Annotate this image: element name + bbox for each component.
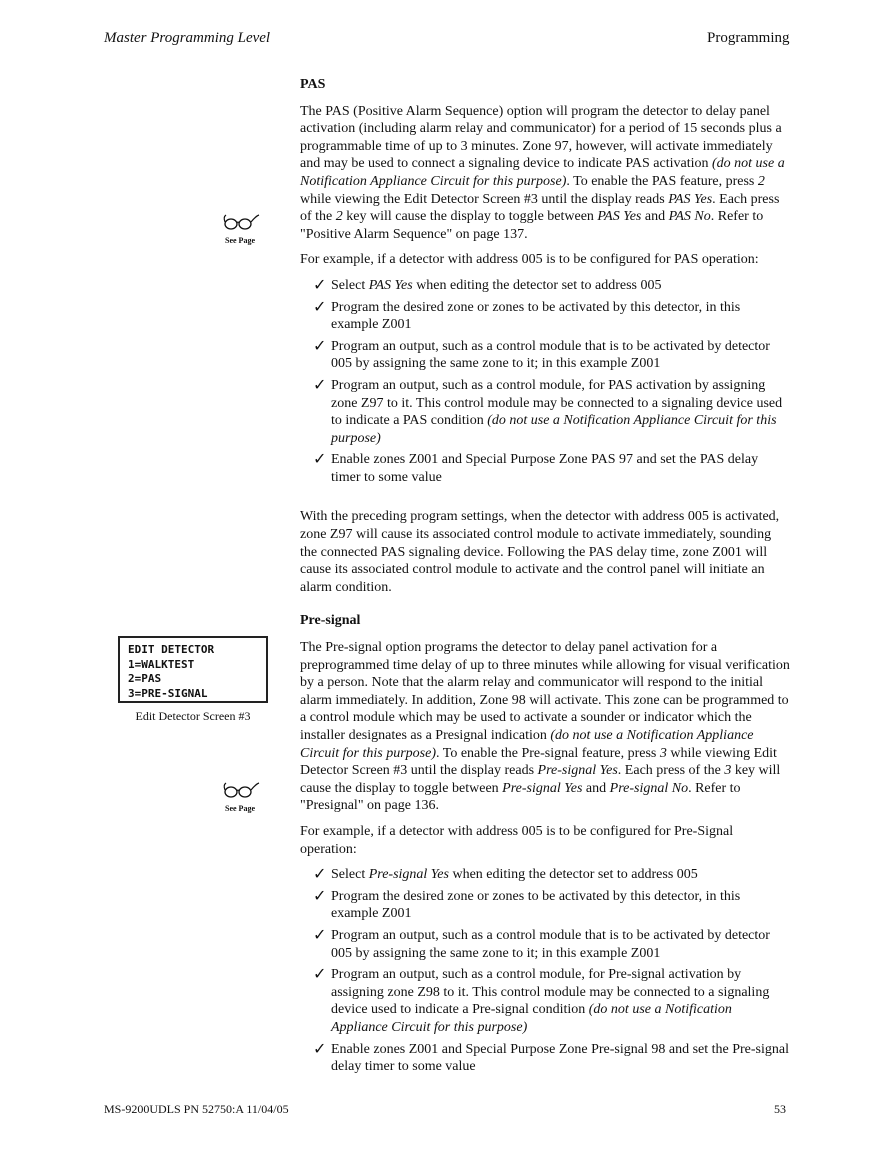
checkmark-icon: ✓ bbox=[313, 1038, 327, 1058]
step-text: Enable zones Z001 and Special Purpose Zone PAS 97 and set the PAS delay timer to some value bbox=[331, 452, 759, 485]
pas-steps-list bbox=[300, 274, 790, 487]
page-number: 53 bbox=[774, 1102, 786, 1116]
step-text: Program an output, such as a control module, for PAS activation by assigning zone Z97 to it. This control module may be connected to a signaling device used to indicate a PAS condition (do not use a Notification Appliance Circuit for this purpose) bbox=[331, 377, 783, 446]
list-item bbox=[300, 885, 790, 923]
step-text: Program the desired zone or zones to be activated by this detector, in this example Z001 bbox=[331, 299, 741, 333]
list-item bbox=[300, 966, 790, 1036]
see-page-label: See Page bbox=[225, 804, 255, 813]
pas-example-paragraph: For example, if a detector with address 005 is to be configured for PAS operation: bbox=[300, 252, 759, 268]
presignal-steps-list bbox=[300, 866, 790, 1076]
list-item bbox=[300, 296, 790, 334]
step-text: Program an output, such as a control module, for Pre-signal activation by assigning zone Z98 to it. This control module may be connected to a signaling device used to indicate a Pre-signal condition (do not use a Notification Appliance Circuit for this purpose) bbox=[331, 967, 770, 1035]
checkmark-icon: ✓ bbox=[313, 885, 327, 905]
checkmark-icon: ✓ bbox=[313, 296, 327, 316]
checkmark-icon: ✓ bbox=[313, 335, 327, 355]
list-item bbox=[300, 1038, 790, 1076]
lcd-line: 2=PAS bbox=[128, 672, 162, 685]
lcd-figure-caption: Edit Detector Screen #3 bbox=[135, 709, 251, 723]
section-heading-presignal: Pre-signal bbox=[300, 613, 361, 629]
checkmark-icon: ✓ bbox=[313, 864, 327, 884]
eyeglasses-icon bbox=[220, 781, 260, 801]
lcd-line: 1=WALKTEST bbox=[128, 657, 195, 671]
presignal-example-paragraph: For example, if a detector with address 005 is to be configured for Pre-Signal operation: bbox=[300, 823, 734, 857]
section-heading-pas: PAS bbox=[300, 77, 326, 92]
header-section-title: Master Programming Level bbox=[104, 30, 271, 46]
step-text: Select Pre-signal Yes when editing the detector set to address 005 bbox=[331, 867, 698, 883]
lcd-display-figure bbox=[118, 636, 268, 703]
checkmark-icon: ✓ bbox=[313, 964, 327, 984]
lcd-line: EDIT DETECTOR bbox=[128, 643, 215, 656]
see-page-note bbox=[220, 213, 260, 245]
list-item bbox=[300, 451, 790, 486]
presignal-intro-paragraph: The Pre-signal option programs the detector to delay panel activation for a preprogrammed time delay of up to three minutes while allowing for visual verification by a person. Note that the alarm relay and communicator will respond to the initial alarm immediately. In addition, Zone 98 will activate. This zone can be programmed to a control module which may be used to activate a sounder or indicator which the installer designates as a Presignal indication (do not use a Notification Appliance Circuit for this purpose). To enable the Pre-signal feature, press 3 while viewing Edit Detector Screen #3 until the display reads Pre-signal Yes. Each press of the 3 key will cause the display to toggle between Pre-signal Yes and Pre-signal No. Refer to "Presignal" on page 136. bbox=[300, 640, 790, 814]
list-item bbox=[300, 274, 790, 295]
pas-summary-paragraph: With the preceding program settings, when the detector with address 005 is activated, zone Z97 will cause its associated control module to activate immediately, sounding the connected PAS signaling device. Following the PAS delay time, zone Z001 will cause its associated control module to activate and the control panel will initiate an alarm condition. bbox=[300, 509, 780, 595]
see-page-note bbox=[220, 781, 260, 813]
pas-intro-paragraph: The PAS (Positive Alarm Sequence) option will program the detector to delay panel activation (including alarm relay and communicator) for a period of 15 seconds plus a programmable time of up to 3 minutes. Zone 97, however, will activate immediately and may be used to connect a signaling device to indicate PAS activation (do not use a Notification Appliance Circuit for this purpose). To enable the PAS feature, press 2 while viewing the Edit Detector Screen #3 until the display reads PAS Yes. Each press of the 2 key will cause the display to toggle between PAS Yes and PAS No. Refer to "Positive Alarm Sequence" on page 137. bbox=[300, 103, 785, 242]
step-text: Enable zones Z001 and Special Purpose Zone Pre-signal 98 and set the Pre-signal delay timer to some value bbox=[331, 1041, 789, 1075]
step-text: Program an output, such as a control module that is to be activated by detector 005 by assigning the same zone to it; in this example Z001 bbox=[331, 338, 770, 372]
checkmark-icon: ✓ bbox=[313, 274, 327, 294]
list-item bbox=[300, 374, 790, 447]
footer-doc-id: MS-9200UDLS PN 52750:A 11/04/05 bbox=[104, 1102, 289, 1116]
step-text: Select PAS Yes when editing the detector set to address 005 bbox=[331, 277, 662, 293]
lcd-line: 3=PRE-SIGNAL bbox=[128, 686, 208, 700]
header-chapter-title: Programming bbox=[707, 30, 790, 46]
checkmark-icon: ✓ bbox=[313, 449, 327, 469]
step-text: Program an output, such as a control module that is to be activated by detector 005 by assigning the same zone to it; in this example Z001 bbox=[331, 927, 770, 961]
eyeglasses-icon bbox=[220, 213, 260, 233]
main-body bbox=[300, 76, 790, 1084]
list-item bbox=[300, 924, 790, 962]
step-text: Program the desired zone or zones to be activated by this detector, in this example Z001 bbox=[331, 888, 741, 922]
list-item bbox=[300, 866, 790, 884]
list-item bbox=[300, 335, 790, 373]
checkmark-icon: ✓ bbox=[313, 924, 327, 944]
checkmark-icon: ✓ bbox=[313, 374, 327, 394]
see-page-label: See Page bbox=[225, 236, 255, 245]
